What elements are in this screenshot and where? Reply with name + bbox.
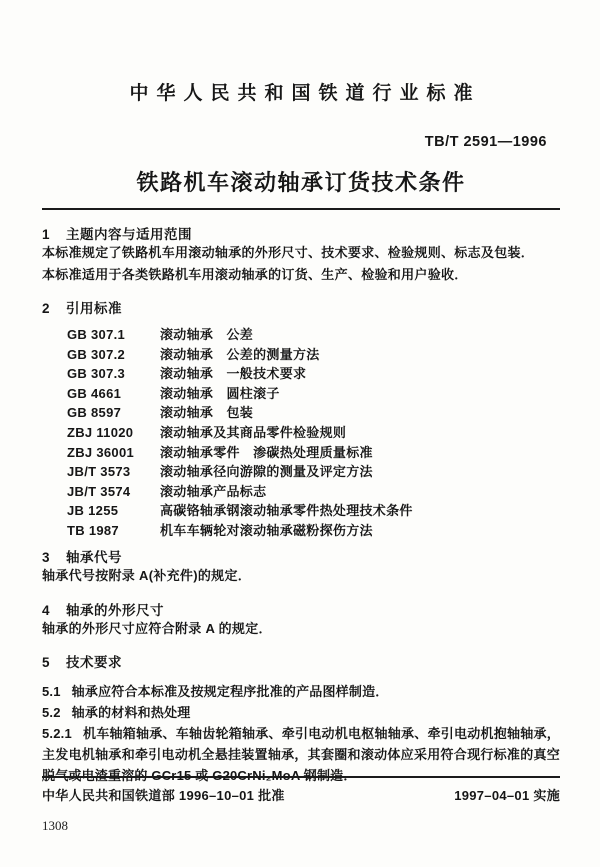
section-number: 1 bbox=[42, 227, 51, 242]
page-number: 1308 bbox=[42, 818, 68, 833]
section-heading-label: 技术要求 bbox=[66, 654, 122, 670]
reference-item bbox=[67, 423, 560, 443]
clause-text: 机车轴箱轴承、车轴齿轮箱轴承、牵引电动机电枢轴轴承、牵引电动机抱轴轴承，主发电机轴承和牵引电动机全悬挂装置轴承，其套圈和滚动体应采用符合现行标准的真空脱气或电渣重溶的 GCr15 或 G20CrNi₂MoA 钢制造． bbox=[42, 725, 560, 783]
reference-title: 滚动轴承 公差 bbox=[160, 327, 254, 342]
reference-code: GB 4661 bbox=[67, 385, 122, 401]
reference-code: GB 307.2 bbox=[67, 346, 126, 362]
scope-paragraph-2: 本标准适用于各类铁路机车用滚动轴承的订货、生产、检验和用户验收． bbox=[42, 267, 468, 282]
reference-title: 滚动轴承 公差的测量方法 bbox=[160, 346, 320, 362]
reference-code: JB/T 3573 bbox=[67, 464, 131, 480]
reference-code: ZBJ 11020 bbox=[67, 424, 134, 440]
section-heading-label: 轴承代号 bbox=[66, 549, 122, 565]
approval-text: 中华人民共和国铁道部 1996–10–01 批准 bbox=[42, 788, 285, 803]
reference-code: JB/T 3574 bbox=[67, 483, 131, 499]
section-number: 3 bbox=[42, 549, 51, 565]
reference-code: TB 1987 bbox=[67, 522, 119, 538]
clause-text: 轴承应符合本标准及按规定程序批准的产品图样制造． bbox=[71, 683, 389, 699]
clause-number: 5.2 bbox=[42, 704, 61, 720]
standard-class-heading: 中华人民共和国铁道行业标准 bbox=[129, 83, 481, 104]
section-heading bbox=[42, 301, 560, 316]
reference-code: GB 307.3 bbox=[67, 366, 126, 382]
section-heading bbox=[42, 655, 560, 670]
clause-5-1 bbox=[42, 681, 560, 702]
reference-code: JB 1255 bbox=[67, 503, 119, 519]
reference-code: GB 8597 bbox=[67, 405, 122, 421]
reference-title: 滚动轴承产品标志 bbox=[160, 483, 267, 499]
scope-paragraph-1: 本标准规定了铁路机车用滚动轴承的外形尺寸、技术要求、检验规则、标志及包装． bbox=[42, 245, 535, 260]
reference-item bbox=[67, 443, 560, 463]
bearing-code-paragraph: 轴承代号按附录 A(补充件)的规定． bbox=[42, 567, 252, 583]
section-heading bbox=[42, 603, 560, 618]
reference-list bbox=[67, 325, 560, 541]
reference-title: 滚动轴承零件 渗碳热处理质量标准 bbox=[160, 444, 373, 460]
clause-number: 5.1 bbox=[42, 683, 61, 699]
reference-item bbox=[67, 364, 560, 384]
reference-item bbox=[67, 325, 560, 345]
clause-text: 轴承的材料和热处理 bbox=[71, 704, 191, 720]
reference-item bbox=[67, 482, 560, 502]
document-title: 铁路机车滚动轴承订货技术条件 bbox=[136, 170, 466, 195]
approval-row bbox=[42, 785, 560, 804]
reference-item bbox=[67, 384, 560, 404]
reference-title: 滚动轴承及其商品零件检验规则 bbox=[160, 424, 347, 440]
reference-item bbox=[67, 521, 560, 541]
section-heading bbox=[42, 227, 560, 242]
clause-5-2 bbox=[42, 702, 560, 723]
clause-list bbox=[42, 681, 560, 786]
section-number: 2 bbox=[42, 301, 51, 316]
section-number: 5 bbox=[42, 654, 51, 670]
reference-item bbox=[67, 501, 560, 521]
reference-title: 机车车辆轮对滚动轴承磁粉探伤方法 bbox=[160, 522, 373, 538]
section-heading-label: 轴承的外形尺寸 bbox=[66, 602, 164, 618]
section-heading bbox=[42, 550, 560, 565]
section-heading-label: 引用标准 bbox=[66, 301, 122, 316]
footer-divider bbox=[42, 776, 560, 778]
reference-title: 滚动轴承 一般技术要求 bbox=[160, 366, 307, 382]
implementation-text: 1997–04–01 实施 bbox=[454, 788, 560, 803]
title-divider bbox=[42, 208, 560, 210]
standard-number: TB/T 2591—1996 bbox=[424, 134, 547, 150]
section-dimensions bbox=[42, 603, 560, 640]
reference-item bbox=[67, 403, 560, 423]
clause-number: 5.2.1 bbox=[42, 725, 72, 741]
section-bearing-code bbox=[42, 550, 560, 587]
section-scope bbox=[42, 227, 560, 286]
reference-item bbox=[67, 462, 560, 482]
reference-title: 滚动轴承 包装 bbox=[160, 405, 254, 421]
section-technical-requirements bbox=[42, 655, 560, 786]
reference-title: 高碳铬轴承钢滚动轴承零件热处理技术条件 bbox=[160, 503, 413, 519]
reference-code: ZBJ 36001 bbox=[67, 444, 135, 460]
reference-title: 滚动轴承径向游隙的测量及评定方法 bbox=[160, 464, 373, 480]
reference-item bbox=[67, 345, 560, 365]
reference-code: GB 307.1 bbox=[67, 327, 126, 342]
reference-title: 滚动轴承 圆柱滚子 bbox=[160, 385, 280, 401]
section-references bbox=[42, 301, 560, 541]
section-heading-label: 主题内容与适用范围 bbox=[66, 227, 192, 242]
dimensions-paragraph: 轴承的外形尺寸应符合附录 A 的规定． bbox=[42, 620, 272, 636]
section-number: 4 bbox=[42, 602, 51, 618]
page-footer bbox=[42, 776, 560, 834]
